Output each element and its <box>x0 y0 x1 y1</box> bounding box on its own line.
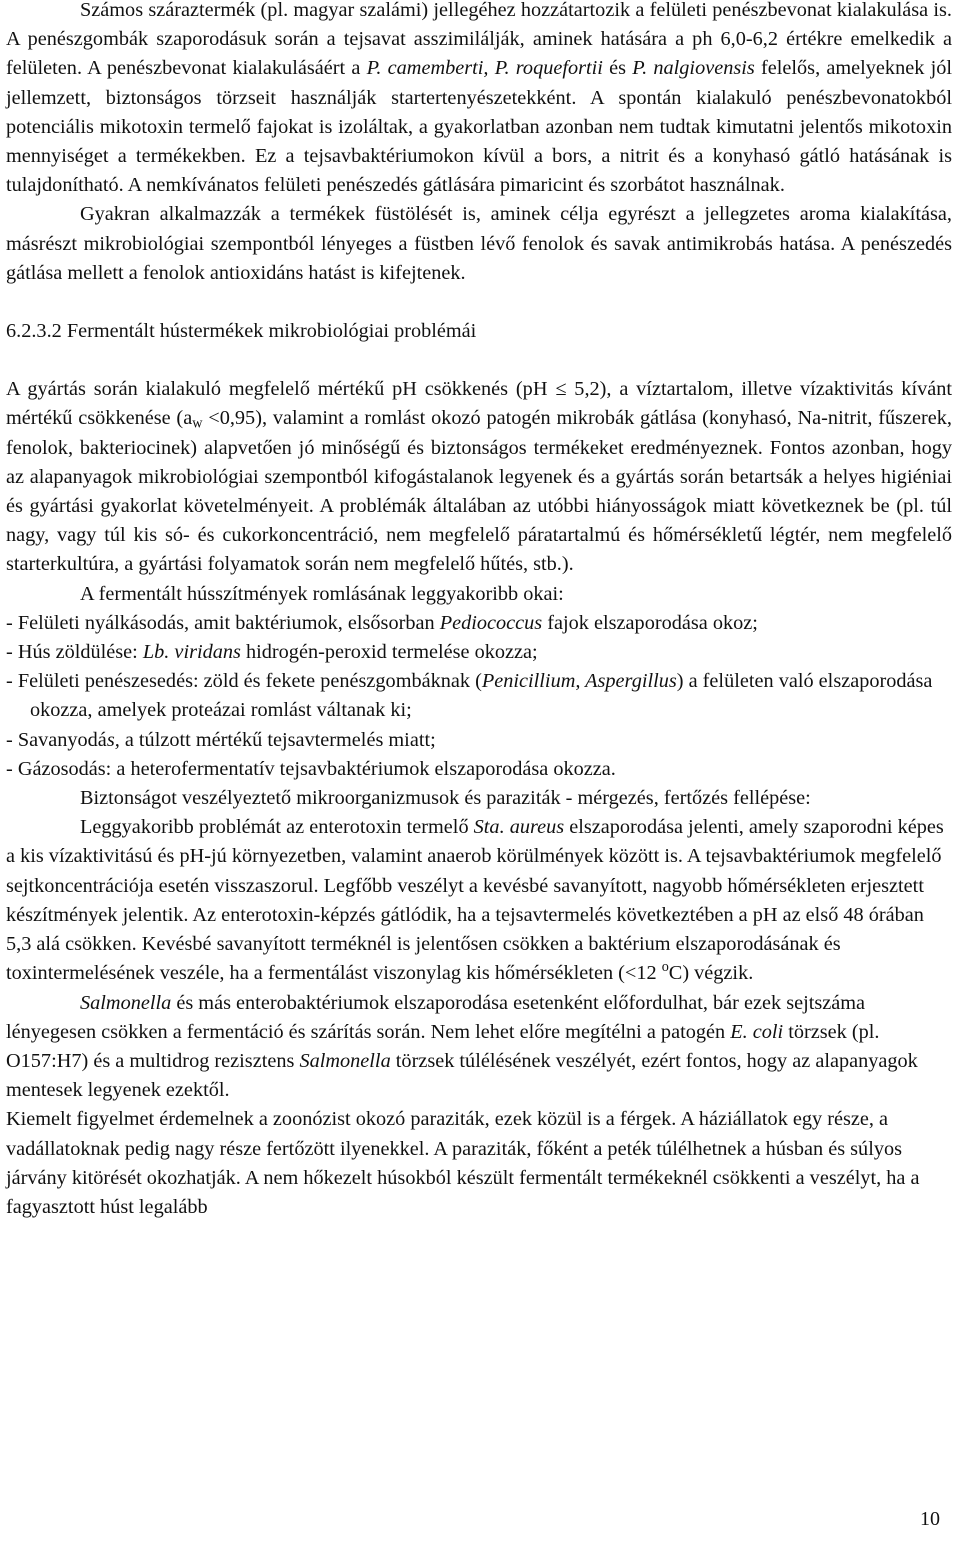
text-run: elszaporodása jelenti, amely szaporodni képes a kis vízaktivitású és pH-jú környezetben, valamint anaerob körülmények között is. A tejsavbaktériumok megfelelő sejtkoncentrációja esetén visszaszorul. Legfőbb veszélyt a kevésbé savanyított, nagyobb hőmérsékleten erjesztett készítmények jelentik. Az enterotoxin-képzés gátlódik, ha a tejsavtermelés következtében a pH az első 48 órában 5,3 alá csökken. Kevésbé savanyított terméknél is jelentősen csökken a baktérium elszaporodásának és toxintermelésének veszéle, ha a fermentálást viszonylag kis hőmérsékleten (<12 <box>6 816 944 985</box>
list-item: - Gázosodás: a heterofermentatív tejsavbaktériumok elszaporodása okozza. <box>6 757 616 780</box>
text-run: <0,95), valamint a romlást okozó patogén mikrobák gátlása (konyhasó, Na-nitrit, fűszerek, fenolok, bakteriocinek) alapvetően jó minőségű és biztonságos termékeket eredményeznek. Fontos azonban, hogy az alapanyagok mikrobiológiai szempontból kifogástalanok legyenek és a gyártás során betartsák a helyes higiéniai és gyártási gyakorlat követelményeit. A problémák általában az utóbbi hiányosságok miatt következnek be (pl. túl nagy, vagy túl kis só- és cukorkoncentráció, nem megfelelő páratartalmú és hőmérsékletű légtér, nem megfelelő starterkultúra, a gyártási folyamatok során nem megfelelő hűtés, stb.). <box>6 407 953 576</box>
text-run: és más enterobaktériumok elszaporodása esetenként előfordulhat, bár ezek sejtszáma lényegesen csökken a fermentáció és szárítás során. Nem lehet előre megítélni a patogén <box>6 991 866 1043</box>
page-number: 10 <box>920 1508 940 1530</box>
text-run: felelős, amelyeknek jól jellemzett, biztonságos törzseit használják startertenyészetekként. A spontán kialakuló penészbevonatokból potenciális mikotoxin termelő fajokat is izoláltak, a gyakorlatban azonban nem tudtak kimutatni jelentős mikotoxin mennyiséget a termékekben. Ez a tejsavbaktériumokon kívül a bors, a nitrit és a konyhasó gátló hatásának is tulajdonítható. A nemkívánatos felületi penészedés gátlására pimaricint és szorbátot használnak. <box>6 57 952 197</box>
list-item <box>6 609 952 638</box>
text-run: törzsek túlélésének veszélyét, ezért fontos, hogy az alapanyagok mentesek legyenek ezektől. <box>6 1049 918 1102</box>
species-name: P. nalgiovensis <box>632 57 755 80</box>
paragraph-smoking: Gyakran alkalmazzák a termékek füstölését is, aminek célja egyrészt a jellegzetes aroma kialakítása, másrészt mikrobiológiai szempontból lényeges a füstben lévő fenolok és savak antimikrobás hatása. A penészedés gátlása mellett a fenolok antioxidáns hatást is kifejtenek. <box>6 203 952 284</box>
list-intro: A fermentált hússzítmények romlásának leggyakoribb okai: <box>80 582 564 605</box>
text-run: s, <box>106 728 120 751</box>
list-item <box>6 638 952 667</box>
text-run: - Hús zöldülése: <box>6 641 143 664</box>
text-run: A gyártás során kialakuló megfelelő mértékű pH csökkenés (pH <box>6 378 556 401</box>
text-run: ) a felületen való elszaporodása okozza, amelyek proteázai romlást váltanak ki; <box>30 670 933 722</box>
species-name: Sta. aureus <box>473 816 565 839</box>
text-run: 5,2), a víztartalom, illetve vízaktivitás kívánt mértékű csökkenése (a <box>6 378 952 430</box>
text-run: Leggyakoribb problémát az enterotoxin termelő <box>80 816 474 839</box>
species-name: E. coli <box>730 1020 784 1043</box>
text-run: - Felületi nyálkásodás, amit baktériumok, elsősorban <box>6 611 440 634</box>
text-run: és <box>602 57 633 80</box>
species-name: Penicillium, Aspergillus <box>481 670 677 693</box>
list-item <box>6 726 952 755</box>
less-equal-symbol: ≤ <box>555 378 567 401</box>
paragraph-surface-mould <box>6 0 952 200</box>
paragraph-salmonella <box>6 989 952 1106</box>
spacer <box>6 346 952 375</box>
subscript: w <box>192 415 203 432</box>
section-heading: 6.2.3.2 Fermentált hústermékek mikrobiológiai problémái <box>6 320 477 343</box>
species-name: Lb. viridans <box>142 641 241 664</box>
text-run: Számos száraztermék (pl. magyar szalámi) jellegéhez hozzátartozik a felületi penészbevonat kialakulása is. A penészgombák szaporodásuk során a tejsavat asszimilálják, aminek hatására a ph 6,0-6,2 értékre emelkedik a felületen. A penészbevonat kialakulásáért a <box>6 0 952 80</box>
species-name: P. camemberti, P. roquefortii <box>366 57 603 80</box>
list-item <box>6 667 952 725</box>
spacer <box>6 288 952 317</box>
text-run: C) végzik. <box>668 962 754 985</box>
species-name: Salmonella <box>80 991 172 1014</box>
paragraph-safety-heading: Biztonságot veszélyeztető mikroorganizmusok és paraziták - mérgezés, fertőzés fellépése: <box>80 787 811 810</box>
text-column <box>6 0 952 1222</box>
text-run: fajok elszaporodása okoz; <box>542 611 758 634</box>
paragraph-ph-reduction <box>6 375 952 579</box>
superscript: o <box>661 959 669 976</box>
species-name: Salmonella <box>299 1049 391 1072</box>
text-run: hidrogén-peroxid termelése okozza; <box>240 641 538 664</box>
paragraph-staph <box>6 813 952 988</box>
paragraph-parasites: Kiemelt figyelmet érdemelnek a zoonózist okozó paraziták, ezek közül is a férgek. A háziállatok egy része, a vadállatoknak pedig nagy része fertőzött ilyenekkel. A paraziták, főként a peték túlélhetnek a húsban és súlyos járvány kitörését okozhatják. A nem hőkezelt húsokból készült fermentált termékeknél csökkenti a veszélyt, ha a fagyasztott húst legalább <box>6 1108 920 1218</box>
species-name: Pediococcus <box>439 611 543 634</box>
text-run: - Savanyodá <box>6 728 107 751</box>
text-run: - Felületi penészesedés: zöld és fekete penészgombáknak ( <box>6 670 482 693</box>
text-run: a túlzott mértékű tejsavtermelés miatt; <box>119 728 436 751</box>
text-run: törzsek (pl. O157:H7) és a multidrog rezisztens <box>6 1020 880 1072</box>
